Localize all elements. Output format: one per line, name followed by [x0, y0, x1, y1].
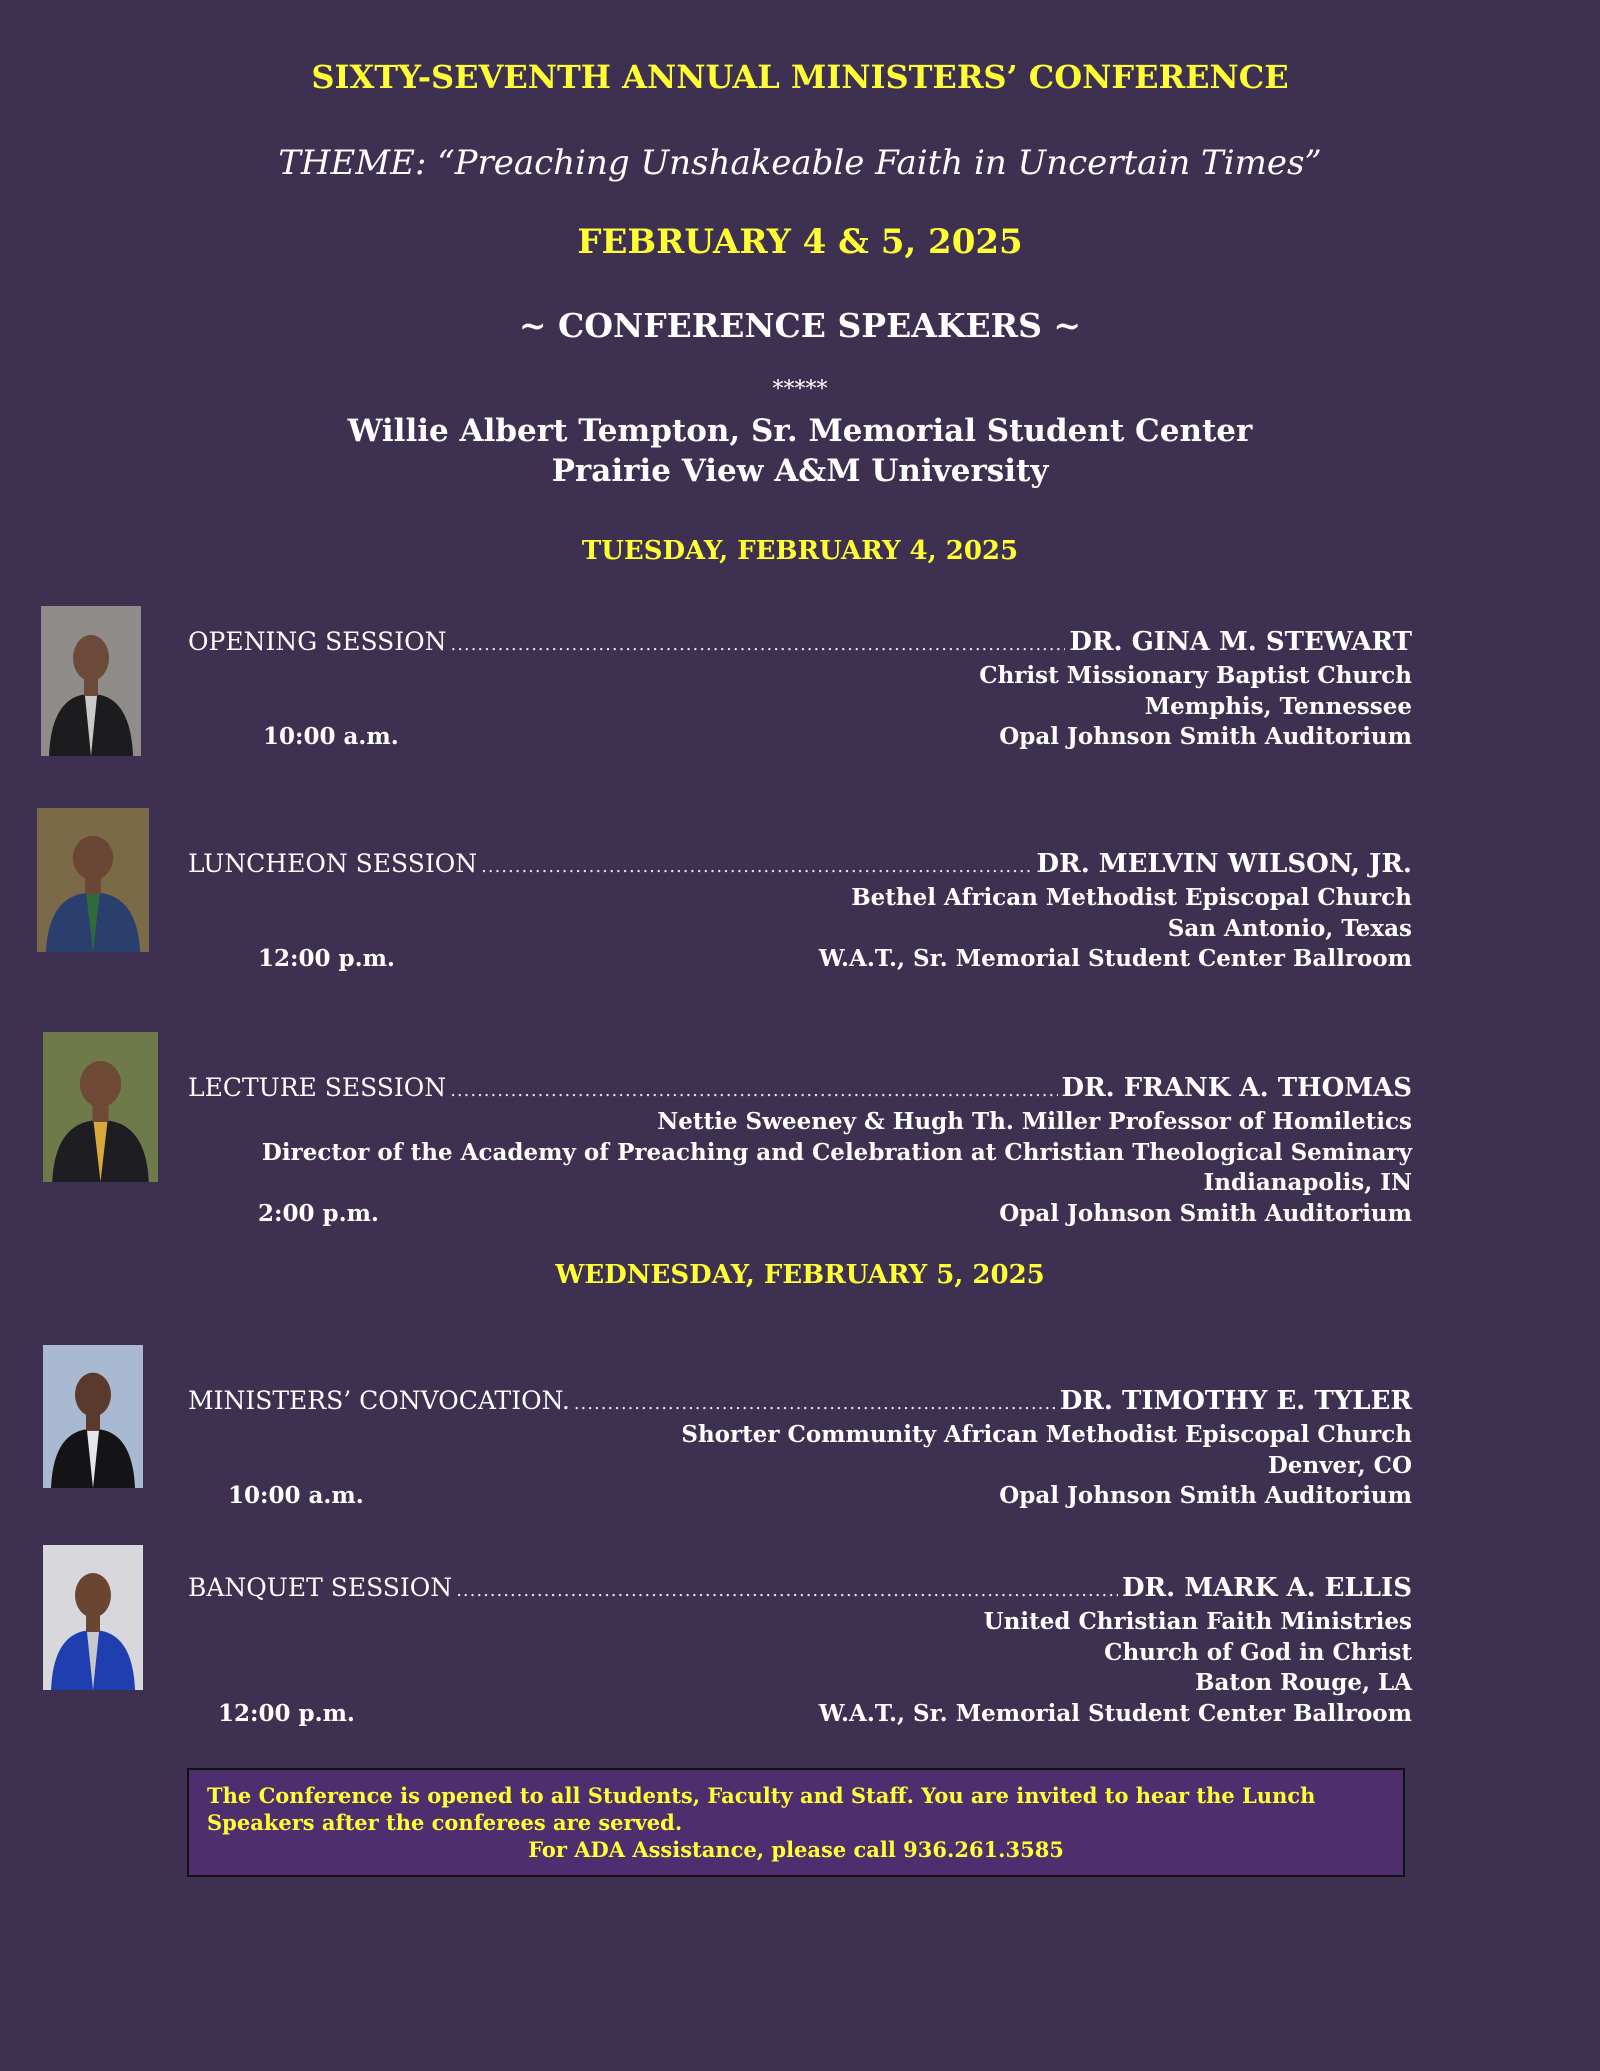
- speaker-detail: Baton Rouge, LA: [1195, 1669, 1412, 1696]
- speaker-photo-thomas: [43, 1032, 158, 1182]
- session-name: LECTURE SESSION: [188, 1073, 447, 1102]
- notice-box: [187, 1768, 1405, 1877]
- speaker-detail: Nettie Sweeney & Hugh Th. Miller Professor of Homiletics: [657, 1108, 1412, 1135]
- speaker-name: DR. TIMOTHY E. TYLER: [1059, 1386, 1412, 1416]
- dot-leader: [574, 1388, 1056, 1420]
- speakers-heading: ~ CONFERENCE SPEAKERS ~: [518, 306, 1082, 345]
- speaker-name: DR. MELVIN WILSON, JR.: [1036, 849, 1412, 879]
- day-heading-wednesday: WEDNESDAY, FEBRUARY 5, 2025: [555, 1260, 1045, 1290]
- dot-leader: [451, 629, 1066, 661]
- conference-dates: FEBRUARY 4 & 5, 2025: [577, 222, 1023, 262]
- session-location: W.A.T., Sr. Memorial Student Center Ballroom: [818, 945, 1412, 972]
- venue-university: Prairie View A&M University: [551, 453, 1049, 489]
- dot-leader: [450, 1075, 1057, 1107]
- session-convocation: [188, 1385, 1412, 1512]
- session-name: OPENING SESSION: [188, 627, 447, 656]
- speaker-detail: Director of the Academy of Preaching and Celebration at Christian Theological Seminary: [261, 1138, 1412, 1166]
- speaker-name: DR. FRANK A. THOMAS: [1061, 1073, 1412, 1103]
- venue-name: Willie Albert Tempton, Sr. Memorial Student Center: [347, 413, 1253, 449]
- dot-leader: [481, 851, 1032, 883]
- session-lecture: [188, 1072, 1412, 1229]
- session-location: Opal Johnson Smith Auditorium: [999, 1199, 1412, 1227]
- session-opening: [188, 626, 1412, 753]
- speaker-detail: San Antonio, Texas: [1167, 914, 1412, 942]
- session-time: 10:00 a.m.: [263, 723, 399, 750]
- session-name: MINISTERS’ CONVOCATION.: [188, 1386, 570, 1415]
- day-heading-tuesday: TUESDAY, FEBRUARY 4, 2025: [581, 536, 1019, 566]
- speaker-detail: Memphis, Tennessee: [1144, 692, 1412, 720]
- speaker-photo-wilson: [37, 808, 149, 952]
- speaker-detail: Christ Missionary Baptist Church: [979, 662, 1412, 689]
- speaker-photo-ellis: [43, 1545, 143, 1690]
- speaker-name: DR. GINA M. STEWART: [1069, 627, 1412, 657]
- speaker-photo-stewart: [41, 606, 141, 756]
- speaker-detail: Denver, CO: [1267, 1451, 1412, 1479]
- session-location: Opal Johnson Smith Auditorium: [999, 1482, 1412, 1509]
- speaker-detail: Church of God in Christ: [1104, 1638, 1412, 1666]
- session-time: 12:00 p.m.: [218, 1699, 355, 1727]
- speaker-detail: Shorter Community African Methodist Episcopal Church: [681, 1421, 1412, 1448]
- session-time: 2:00 p.m.: [258, 1199, 379, 1227]
- session-name: LUNCHEON SESSION: [188, 849, 478, 878]
- speaker-photo-tyler: [43, 1345, 143, 1488]
- session-luncheon: [188, 848, 1412, 975]
- session-location: Opal Johnson Smith Auditorium: [999, 723, 1412, 750]
- notice-text: The Conference is opened to all Students, Faculty and Staff. You are invited to hear the Lunch Speakers after the conferees are served.: [207, 1783, 1316, 1835]
- speaker-name: DR. MARK A. ELLIS: [1121, 1573, 1412, 1603]
- conference-title: SIXTY-SEVENTH ANNUAL MINISTERS’ CONFERENCE: [311, 58, 1289, 96]
- separator: *****: [772, 377, 828, 402]
- speaker-detail: United Christian Faith Ministries: [983, 1608, 1412, 1635]
- session-name: BANQUET SESSION: [188, 1573, 453, 1602]
- session-time: 10:00 a.m.: [228, 1482, 364, 1509]
- session-time: 12:00 p.m.: [258, 945, 395, 972]
- ada-assistance: For ADA Assistance, please call 936.261.3585: [528, 1837, 1064, 1862]
- speaker-detail: Bethel African Methodist Episcopal Church: [851, 884, 1412, 911]
- dot-leader: [456, 1575, 1118, 1607]
- conference-theme: THEME: “Preaching Unshakeable Faith in Uncertain Times”: [278, 143, 1322, 183]
- speaker-detail: Indianapolis, IN: [1203, 1169, 1412, 1196]
- session-location: W.A.T., Sr. Memorial Student Center Ballroom: [818, 1699, 1412, 1727]
- session-banquet: [188, 1572, 1412, 1729]
